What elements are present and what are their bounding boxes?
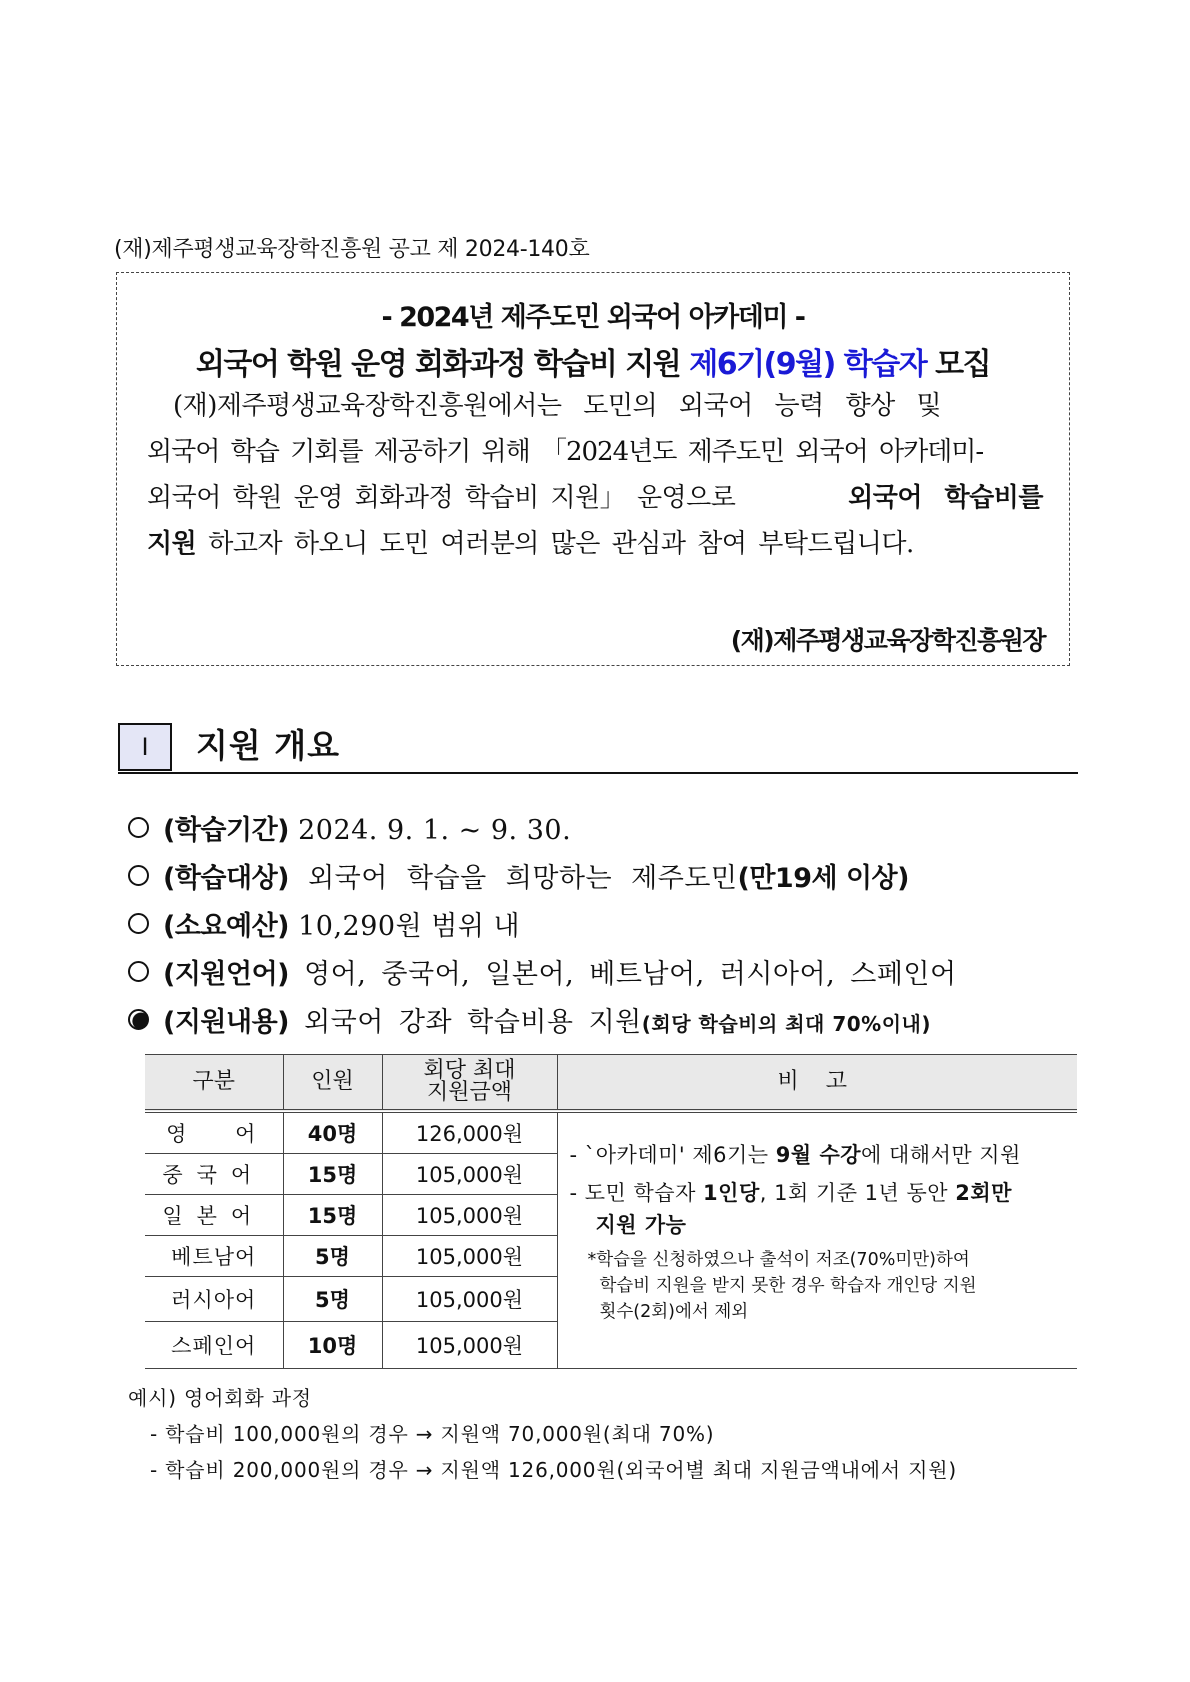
title-highlight: 제6기(9월) 학습자 bbox=[689, 347, 927, 382]
cell-count: 15명 bbox=[283, 1154, 382, 1195]
header-category: 구분 bbox=[145, 1055, 283, 1112]
table-row bbox=[145, 1111, 1077, 1154]
cell-count: 15명 bbox=[283, 1195, 382, 1236]
bullet-text: 외국어 학습을 희망하는 제주도민 bbox=[289, 863, 738, 894]
note-footnote bbox=[570, 1247, 1068, 1325]
body-line-4 bbox=[147, 523, 1043, 560]
cell-amount: 105,000원 bbox=[382, 1322, 557, 1369]
cell-language: 영 어 bbox=[145, 1111, 283, 1154]
title-end: 모집 bbox=[926, 347, 991, 382]
cell-count: 40명 bbox=[283, 1111, 382, 1154]
body-line-1 bbox=[147, 385, 1043, 422]
circle-bullet-icon bbox=[128, 913, 149, 934]
bullet-period bbox=[128, 808, 571, 847]
table-header-row bbox=[145, 1055, 1077, 1112]
body-text-3-bold: 외국어 학습비를 bbox=[848, 483, 1043, 513]
cell-count: 10명 bbox=[283, 1322, 382, 1369]
bullet-target bbox=[128, 856, 909, 895]
cell-note bbox=[557, 1111, 1077, 1369]
notice-number: (재)제주평생교육장학진흥원 공고 제 2024-140호 bbox=[114, 237, 590, 262]
bullet-label: (지원언어) bbox=[163, 959, 290, 990]
note-line-2: - 도민 학습자 1인당, 1회 기준 1년 동안 2회만 bbox=[569, 1181, 1012, 1205]
cell-language: 러시아어 bbox=[145, 1277, 283, 1322]
bullet-text: 영어, 중국어, 일본어, 베트남어, 러시아어, 스페인어 bbox=[289, 959, 957, 990]
body-text-3: 외국어 학원 운영 회화과정 학습비 지원」 운영으로 bbox=[147, 483, 736, 513]
section-number: Ⅰ bbox=[118, 723, 172, 771]
cell-amount: 105,000원 bbox=[382, 1277, 557, 1322]
bullet-label: (지원내용) bbox=[163, 1007, 290, 1038]
circle-bullet-icon bbox=[128, 1009, 149, 1030]
bullet-label: (학습기간) bbox=[163, 815, 290, 846]
bullet-content bbox=[128, 1000, 931, 1039]
circle-bullet-icon bbox=[128, 961, 149, 982]
bullet-text: 2024. 9. 1. ~ 9. 30. bbox=[289, 815, 572, 846]
bullet-extra: (회당 학습비의 최대 70%이내) bbox=[641, 1012, 931, 1036]
body-line-3 bbox=[147, 477, 1043, 514]
note-line-3: 지원 가능 bbox=[595, 1213, 687, 1237]
cell-count: 5명 bbox=[283, 1236, 382, 1277]
cell-language: 베트남어 bbox=[145, 1236, 283, 1277]
support-table bbox=[145, 1054, 1077, 1369]
body-line-2 bbox=[147, 431, 1043, 468]
bullet-extra: (만19세 이상) bbox=[737, 863, 909, 894]
bullet-budget bbox=[128, 904, 520, 943]
section-rule bbox=[118, 772, 1078, 774]
footnote-line-2: 학습비 지원을 받지 못한 경우 학습자 개인당 지원 bbox=[599, 1276, 977, 1296]
note-line-1: - `아카데미' 제6기는 9월 수강에 대해서만 지원 bbox=[569, 1143, 1021, 1167]
circle-bullet-icon bbox=[128, 865, 149, 886]
cell-count: 5명 bbox=[283, 1277, 382, 1322]
body-text-1: (재)제주평생교육장학진흥원에서는 도민의 외국어 능력 향상 및 bbox=[173, 391, 942, 421]
bullet-languages bbox=[128, 952, 957, 991]
cell-amount: 105,000원 bbox=[382, 1154, 557, 1195]
circle-bullet-icon bbox=[128, 817, 149, 838]
body-text-4-bold: 지원 bbox=[147, 529, 197, 559]
signature: (재)제주평생교육장학진흥원장 bbox=[730, 626, 1045, 655]
bullet-label: (소요예산) bbox=[163, 911, 290, 942]
body-text-4: 하고자 하오니 도민 여러분의 많은 관심과 참여 부탁드립니다. bbox=[208, 529, 914, 559]
announcement-box bbox=[116, 272, 1070, 666]
cell-language: 중국어 bbox=[145, 1154, 283, 1195]
example-line-1: - 학습비 100,000원의 경우 → 지원액 70,000원(최대 70%) bbox=[150, 1422, 715, 1446]
cell-amount: 105,000원 bbox=[382, 1236, 557, 1277]
bullet-text: 10,290원 범위 내 bbox=[289, 911, 521, 942]
cell-language: 일본어 bbox=[145, 1195, 283, 1236]
cell-amount: 126,000원 bbox=[382, 1111, 557, 1154]
announcement-title-line2 bbox=[117, 339, 1069, 383]
header-note: 비 고 bbox=[557, 1055, 1077, 1112]
cell-amount: 105,000원 bbox=[382, 1195, 557, 1236]
example-line-2: - 학습비 200,000원의 경우 → 지원액 126,000원(외국어별 최대 지원금액내에서 지원) bbox=[150, 1458, 957, 1482]
cell-language: 스페인어 bbox=[145, 1322, 283, 1369]
section-title: 지원 개요 bbox=[196, 726, 341, 765]
announcement-title-line1: - 2024년 제주도민 외국어 아카데미 - bbox=[381, 302, 805, 333]
footnote-line-3: 횟수(2회)에서 제외 bbox=[599, 1302, 749, 1322]
bullet-label: (학습대상) bbox=[163, 863, 290, 894]
example-title: 예시) 영어회화 과정 bbox=[128, 1386, 312, 1410]
header-count: 인원 bbox=[283, 1055, 382, 1112]
footnote-line-1: *학습을 신청하였으나 출석이 저조(70%미만)하여 bbox=[587, 1250, 970, 1270]
title-text: 외국어 학원 운영 회화과정 학습비 지원 bbox=[195, 347, 690, 382]
body-text-2: 외국어 학습 기회를 제공하기 위해 「2024년도 제주도민 외국어 아카데미- bbox=[147, 437, 984, 467]
header-amount: 회당 최대 지원금액 bbox=[382, 1055, 557, 1112]
bullet-text: 외국어 강좌 학습비용 지원 bbox=[289, 1007, 642, 1038]
